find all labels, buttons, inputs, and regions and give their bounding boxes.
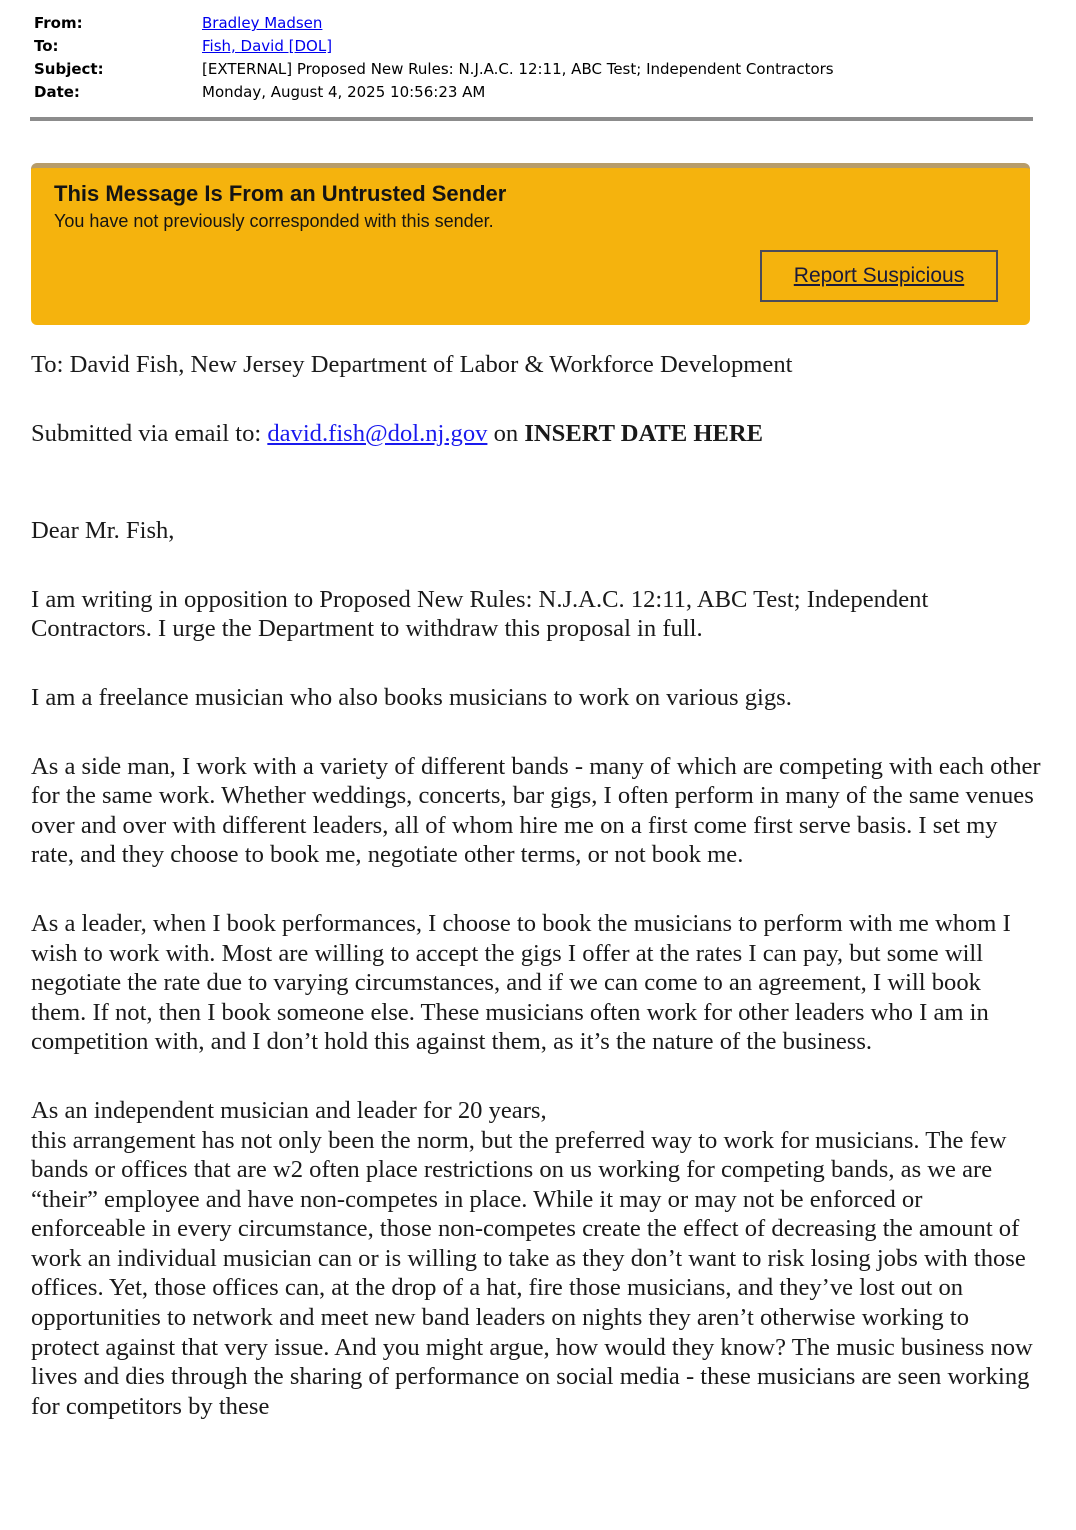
to-row [34, 35, 1034, 58]
date-value: Monday, August 4, 2025 10:56:23 AM [202, 83, 486, 101]
paragraph-5 [31, 1096, 1041, 1422]
subject-value: [EXTERNAL] Proposed New Rules: N.J.A.C. 12:11, ABC Test; Independent Contractors [202, 60, 834, 78]
letter-body [31, 350, 1041, 1460]
recipient-line: To: David Fish, New Jersey Department of Labor & Workforce Development [31, 351, 793, 378]
submitted-middle: on [487, 419, 525, 447]
date-row [34, 81, 1034, 104]
submitted-prefix: Submitted via email to: [31, 419, 268, 447]
paragraph-1: I am writing in opposition to Proposed New Rules: N.J.A.C. 12:11, ABC Test; Independent Contractors. I urge the Department to withdraw this proposal in full. [31, 585, 929, 643]
submitted-line [31, 419, 1041, 449]
from-row [34, 12, 1034, 35]
paragraph-2: I am a freelance musician who also books musicians to work on various gigs. [31, 683, 792, 711]
from-link[interactable]: Bradley Madsen [202, 14, 323, 32]
subject-row [34, 58, 1034, 81]
to-label: To: [34, 37, 59, 55]
untrusted-sender-banner [31, 163, 1030, 325]
banner-subtitle: You have not previously corresponded with this sender. [54, 211, 494, 231]
paragraph-4: As a leader, when I book performances, I choose to book the musicians to perform with me whom I wish to work with. Most are willing to accept the gigs I offer at the rates I can pay, but some will negotiate the rate due to varying circumstances, and if we can come to an agreement, I will book them. If not, then I book someone else. These musicians often work for other leaders who I am in competition with, and I don’t hold this against them, as it’s the nature of the business. [31, 909, 1011, 1056]
banner-title: This Message Is From an Untrusted Sender [54, 181, 507, 206]
header-divider [30, 117, 1033, 121]
date-label: Date: [34, 83, 80, 101]
to-link[interactable]: Fish, David [DOL] [202, 37, 333, 55]
paragraph-5-line-1: As an independent musician and leader for 20 years, [31, 1096, 547, 1124]
report-suspicious-button[interactable]: Report Suspicious [760, 250, 998, 302]
salutation: Dear Mr. Fish, [31, 517, 175, 545]
submitted-email-link[interactable]: david.fish@dol.nj.gov [267, 419, 488, 447]
submitted-date: INSERT DATE HERE [524, 419, 764, 447]
from-label: From: [34, 14, 83, 32]
paragraph-3: As a side man, I work with a variety of different bands - many of which are competing with each other for the same work. Whether weddings, concerts, bar gigs, I often perform in many of the same venues over and over with different leaders, all of whom hire me on a first come first serve basis. I set my rate, and they choose to book me, negotiate other terms, or not book me. [31, 752, 1041, 869]
subject-label: Subject: [34, 60, 104, 78]
email-header [34, 12, 1034, 104]
paragraph-5-rest: this arrangement has not only been the norm, but the preferred way to work for musicians. The few bands or offices that are w2 often place restrictions on us working for competing bands, as we are “their” employee and have non-competes in place. While it may or may not be enforced or enforceable in every circumstance, those non-competes create the effect of decreasing the amount of work an individual musician can or is willing to take as they don’t want to risk losing jobs with those offices. Yet, those offices can, at the drop of a hat, fire those musicians, and they’ve lost out on opportunities to network and meet new band leaders on nights they aren’t otherwise working to protect against that very issue. And you might argue, how would they know? The music business now lives and dies through the sharing of performance on social media - these musicians are seen working for competitors by these [31, 1126, 1033, 1420]
